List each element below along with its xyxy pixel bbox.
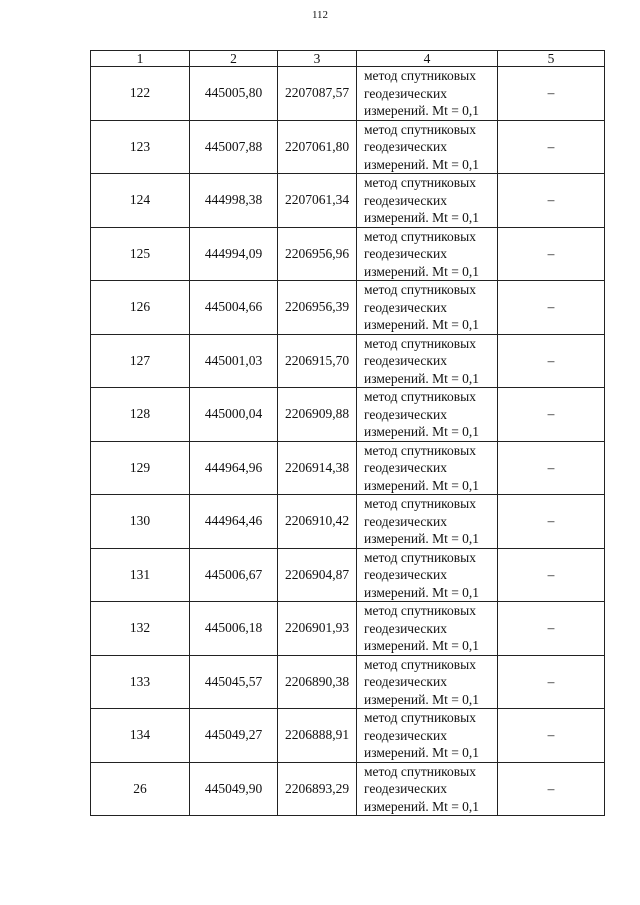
table-header xyxy=(91,51,605,67)
y-coordinate-cell: 2206890,38 xyxy=(278,655,357,709)
method-cell xyxy=(357,120,498,174)
method-line: измерений. Mt = 0,1 xyxy=(364,638,480,653)
y-coordinate-cell: 2206901,93 xyxy=(278,602,357,656)
method-line: геодезических xyxy=(364,246,447,261)
method-line: геодезических xyxy=(364,674,447,689)
method-line: метод спутниковых xyxy=(364,763,476,779)
y-coordinate-cell: 2207087,57 xyxy=(278,67,357,121)
table-row xyxy=(91,762,605,816)
x-coordinate-cell: 445049,27 xyxy=(190,709,278,763)
point-number-cell: 131 xyxy=(91,548,190,602)
note-cell: – xyxy=(498,120,605,174)
y-coordinate-cell: 2206956,96 xyxy=(278,227,357,281)
point-number-cell: 134 xyxy=(91,709,190,763)
method-cell xyxy=(357,495,498,549)
header-col-3: 3 xyxy=(278,51,357,67)
y-coordinate-cell: 2206915,70 xyxy=(278,334,357,388)
y-coordinate-cell: 2206904,87 xyxy=(278,548,357,602)
method-cell xyxy=(357,655,498,709)
y-coordinate-cell: 2206910,42 xyxy=(278,495,357,549)
note-cell: – xyxy=(498,441,605,495)
note-cell: – xyxy=(498,174,605,228)
method-line: измерений. Mt = 0,1 xyxy=(364,370,480,386)
point-number-cell: 127 xyxy=(91,334,190,388)
method-line: измерений. Mt = 0,1 xyxy=(364,584,480,600)
method-cell xyxy=(357,281,498,335)
note-cell: – xyxy=(498,67,605,121)
method-line: измерений. Mt = 0,1 xyxy=(364,798,480,814)
x-coordinate-cell: 444994,09 xyxy=(190,227,278,281)
y-coordinate-cell: 2206956,39 xyxy=(278,281,357,335)
method-line: измерений. Mt = 0,1 xyxy=(364,317,480,332)
method-cell xyxy=(357,441,498,495)
x-coordinate-cell: 445006,18 xyxy=(190,602,278,656)
method-line: измерений. Mt = 0,1 xyxy=(364,745,480,760)
point-number-cell: 125 xyxy=(91,227,190,281)
x-coordinate-cell: 445007,88 xyxy=(190,120,278,174)
method-cell xyxy=(357,334,498,388)
page-number: 112 xyxy=(311,9,329,21)
x-coordinate-cell: 445000,04 xyxy=(190,388,278,442)
note-cell: – xyxy=(498,655,605,709)
table-row xyxy=(91,655,605,709)
method-cell xyxy=(357,762,498,816)
note-cell: – xyxy=(498,548,605,602)
method-line: измерений. Mt = 0,1 xyxy=(364,156,480,172)
x-coordinate-cell: 445004,66 xyxy=(190,281,278,335)
x-coordinate-cell: 445006,67 xyxy=(190,548,278,602)
x-coordinate-cell: 445001,03 xyxy=(190,334,278,388)
method-line: геодезических xyxy=(364,620,447,636)
table-row xyxy=(91,67,605,121)
method-line: измерений. Mt = 0,1 xyxy=(364,210,480,225)
method-line: геодезических xyxy=(364,139,447,154)
x-coordinate-cell: 445005,80 xyxy=(190,67,278,121)
x-coordinate-cell: 444964,46 xyxy=(190,495,278,549)
method-cell xyxy=(357,227,498,281)
note-cell: – xyxy=(498,227,605,281)
method-line: геодезических xyxy=(364,192,447,208)
y-coordinate-cell: 2206909,88 xyxy=(278,388,357,442)
point-number-cell: 123 xyxy=(91,120,190,174)
method-line: метод спутниковых xyxy=(364,228,476,244)
y-coordinate-cell: 2206888,91 xyxy=(278,709,357,763)
table-body xyxy=(91,67,605,816)
method-line: геодезических xyxy=(364,567,447,582)
header-row xyxy=(91,51,605,67)
method-line: метод спутниковых xyxy=(364,121,476,137)
table-row xyxy=(91,709,605,763)
coordinates-table xyxy=(90,50,605,816)
table-row xyxy=(91,548,605,602)
method-line: метод спутниковых xyxy=(364,175,476,190)
y-coordinate-cell: 2207061,80 xyxy=(278,120,357,174)
method-line: измерений. Mt = 0,1 xyxy=(364,263,480,279)
method-line: измерений. Mt = 0,1 xyxy=(364,691,480,707)
method-line: метод спутниковых xyxy=(364,656,476,672)
point-number-cell: 26 xyxy=(91,762,190,816)
method-line: геодезических xyxy=(364,513,447,529)
point-number-cell: 128 xyxy=(91,388,190,442)
method-line: метод спутниковых xyxy=(364,68,476,83)
point-number-cell: 130 xyxy=(91,495,190,549)
method-line: метод спутниковых xyxy=(364,389,476,404)
note-cell: – xyxy=(498,709,605,763)
method-line: измерений. Mt = 0,1 xyxy=(364,424,480,439)
x-coordinate-cell: 444998,38 xyxy=(190,174,278,228)
x-coordinate-cell: 445045,57 xyxy=(190,655,278,709)
table-row xyxy=(91,174,605,228)
method-cell xyxy=(357,709,498,763)
table-row xyxy=(91,495,605,549)
method-line: метод спутниковых xyxy=(364,549,476,565)
y-coordinate-cell: 2206914,38 xyxy=(278,441,357,495)
note-cell: – xyxy=(498,495,605,549)
method-line: геодезических xyxy=(364,85,447,101)
table-row xyxy=(91,281,605,335)
y-coordinate-cell: 2206893,29 xyxy=(278,762,357,816)
note-cell: – xyxy=(498,602,605,656)
method-line: геодезических xyxy=(364,353,447,368)
note-cell: – xyxy=(498,334,605,388)
method-cell xyxy=(357,174,498,228)
method-line: метод спутниковых xyxy=(364,496,476,511)
table-row xyxy=(91,602,605,656)
header-col-4: 4 xyxy=(357,51,498,67)
table-row xyxy=(91,227,605,281)
y-coordinate-cell: 2207061,34 xyxy=(278,174,357,228)
note-cell: – xyxy=(498,281,605,335)
method-line: метод спутниковых xyxy=(364,282,476,297)
table-row xyxy=(91,388,605,442)
method-cell xyxy=(357,388,498,442)
method-line: метод спутниковых xyxy=(364,335,476,351)
table-row xyxy=(91,441,605,495)
method-line: геодезических xyxy=(364,299,447,315)
point-number-cell: 124 xyxy=(91,174,190,228)
method-line: метод спутниковых xyxy=(364,710,476,725)
note-cell: – xyxy=(498,388,605,442)
method-line: метод спутниковых xyxy=(364,442,476,458)
method-cell xyxy=(357,67,498,121)
method-line: геодезических xyxy=(364,727,447,743)
method-line: измерений. Mt = 0,1 xyxy=(364,477,480,493)
method-line: измерений. Mt = 0,1 xyxy=(364,531,480,546)
method-line: геодезических xyxy=(364,460,447,475)
method-cell xyxy=(357,602,498,656)
table-row xyxy=(91,334,605,388)
point-number-cell: 126 xyxy=(91,281,190,335)
method-line: геодезических xyxy=(364,781,447,796)
method-line: геодезических xyxy=(364,406,447,422)
point-number-cell: 129 xyxy=(91,441,190,495)
table-row xyxy=(91,120,605,174)
header-col-1: 1 xyxy=(91,51,190,67)
x-coordinate-cell: 445049,90 xyxy=(190,762,278,816)
point-number-cell: 133 xyxy=(91,655,190,709)
point-number-cell: 122 xyxy=(91,67,190,121)
point-number-cell: 132 xyxy=(91,602,190,656)
note-cell: – xyxy=(498,762,605,816)
header-col-2: 2 xyxy=(190,51,278,67)
method-cell xyxy=(357,548,498,602)
header-col-5: 5 xyxy=(498,51,605,67)
x-coordinate-cell: 444964,96 xyxy=(190,441,278,495)
method-line: метод спутниковых xyxy=(364,603,476,618)
method-line: измерений. Mt = 0,1 xyxy=(364,103,480,118)
